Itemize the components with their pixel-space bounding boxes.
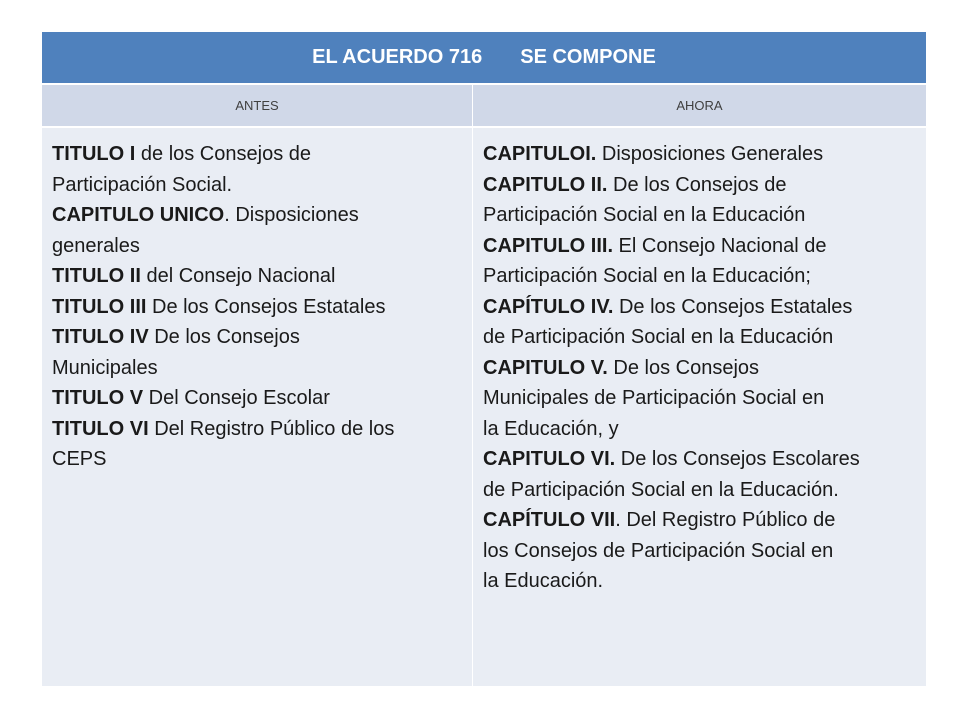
- line-text: Participación Social en la Educación: [483, 204, 806, 226]
- content-line: [52, 353, 464, 384]
- content-line: [483, 353, 918, 384]
- content-line: [483, 292, 918, 323]
- table-title-part2: SE COMPONE: [520, 46, 656, 68]
- line-text: De los Consejos: [148, 326, 300, 348]
- line-text: Participación Social en la Educación;: [483, 265, 811, 287]
- line-heading: CAPÍTULO IV.: [483, 295, 614, 318]
- line-text: CEPS: [52, 448, 107, 470]
- line-text: De los Consejos Estatales: [613, 295, 853, 318]
- line-text: Del Consejo Escolar: [143, 387, 330, 409]
- table-title: [42, 32, 926, 85]
- line-text: generales: [52, 234, 140, 257]
- content-line: [52, 200, 464, 231]
- table-title-part1: EL ACUERDO 716: [312, 46, 483, 68]
- content-line: [483, 505, 918, 536]
- content-line: [52, 139, 464, 170]
- content-line: [52, 292, 464, 323]
- line-heading: CAPITULOI.: [483, 143, 597, 165]
- line-text: de Participación Social en la Educación: [483, 326, 834, 348]
- line-heading: CAPITULO II.: [483, 173, 608, 196]
- line-text: Participación Social.: [52, 173, 233, 196]
- content-line: [483, 231, 918, 262]
- line-heading: CAPITULO VI.: [483, 448, 616, 470]
- line-text: Municipales de Participación Social en: [483, 387, 825, 409]
- line-heading: CAPÍTULO VII: [483, 509, 616, 531]
- line-text: De los Consejos de: [607, 173, 787, 196]
- line-text: la Educación.: [483, 570, 604, 592]
- content-line: [483, 414, 918, 445]
- line-text: los Consejos de Participación Social en: [483, 539, 834, 562]
- before-content-cell: [42, 128, 473, 686]
- line-heading: TITULO VI: [52, 417, 149, 440]
- line-text: Disposiciones Generales: [596, 143, 824, 165]
- content-line: [483, 383, 918, 414]
- content-line: [52, 261, 464, 292]
- content-line: [52, 414, 464, 445]
- line-text: El Consejo Nacional de: [613, 234, 827, 257]
- line-text: . Del Registro Público de: [615, 509, 836, 531]
- line-heading: CAPITULO III.: [483, 234, 613, 257]
- line-text: De los Consejos Escolares: [615, 448, 860, 470]
- line-text: . Disposiciones: [224, 204, 359, 226]
- line-text: De los Consejos Estatales: [146, 295, 386, 318]
- line-text: del Consejo Nacional: [140, 265, 336, 287]
- content-line: [483, 322, 918, 353]
- content-line: [483, 261, 918, 292]
- line-heading: TITULO V: [52, 387, 144, 409]
- line-text: la Educación, y: [483, 417, 619, 440]
- content-line: [52, 383, 464, 414]
- line-heading: CAPITULO UNICO: [52, 204, 225, 226]
- line-text: Municipales: [52, 356, 158, 379]
- line-text: de Participación Social en la Educación.: [483, 478, 839, 501]
- line-text: de los Consejos de: [135, 143, 311, 165]
- content-line: [483, 444, 918, 475]
- line-text: De los Consejos: [607, 356, 760, 379]
- content-line: [483, 139, 918, 170]
- line-text: Del Registro Público de los: [148, 417, 395, 440]
- content-line: [483, 170, 918, 201]
- line-heading: CAPITULO V.: [483, 356, 608, 379]
- content-line: [52, 170, 464, 201]
- column-header-antes: ANTES: [42, 85, 473, 128]
- line-heading: TITULO I: [52, 143, 136, 165]
- comparison-table: [42, 32, 926, 686]
- column-header-ahora: AHORA: [473, 85, 926, 128]
- line-heading: TITULO III: [52, 295, 147, 318]
- content-line: [483, 536, 918, 567]
- content-line: [52, 231, 464, 262]
- line-heading: TITULO IV: [52, 326, 149, 348]
- content-line: [483, 200, 918, 231]
- content-line: [483, 566, 918, 597]
- content-line: [483, 475, 918, 506]
- line-heading: TITULO II: [52, 265, 141, 287]
- after-content-cell: [473, 128, 926, 686]
- content-line: [52, 322, 464, 353]
- content-line: [52, 444, 464, 475]
